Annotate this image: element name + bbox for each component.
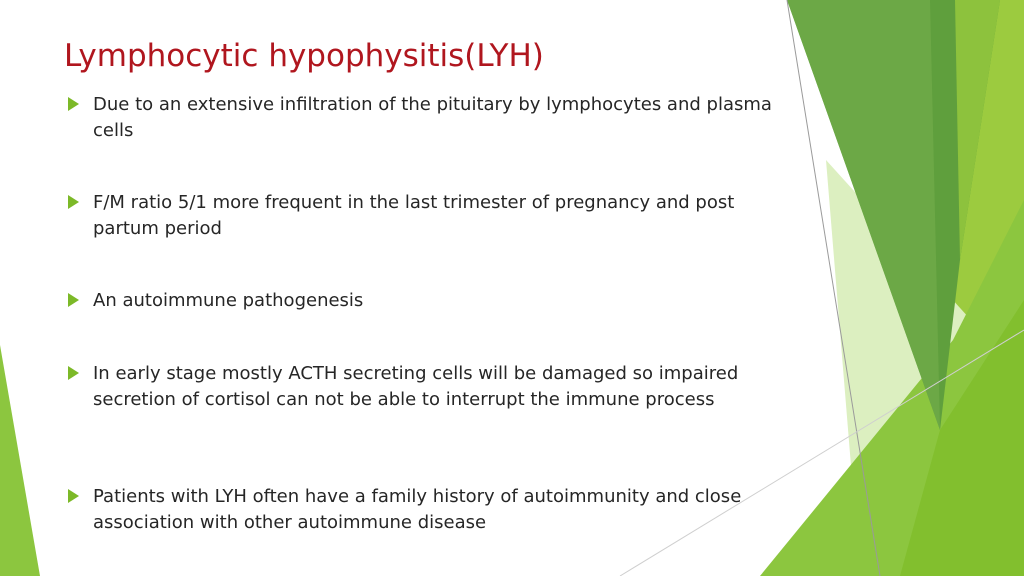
bullet-item <box>64 361 784 412</box>
triangle-right-icon <box>68 489 79 503</box>
bullet-text: An autoimmune pathogenesis <box>93 290 364 311</box>
bullet-text: Patients with LYH often have a family history of autoimmunity and close association with other autoimmune disease <box>93 486 742 533</box>
bullet-text: F/M ratio 5/1 more frequent in the last trimester of pregnancy and post partum period <box>93 192 735 239</box>
bullet-item <box>64 288 784 314</box>
bullet-item <box>64 484 784 535</box>
bullet-item <box>64 92 784 143</box>
bullet-text: In early stage mostly ACTH secreting cells will be damaged so impaired secretion of cortisol can not be able to interrupt the immune process <box>93 363 739 410</box>
triangle-right-icon <box>68 195 79 209</box>
bullet-text: Due to an extensive infiltration of the pituitary by lymphocytes and plasma cells <box>93 94 772 141</box>
triangle-right-icon <box>68 293 79 307</box>
shape-left-triangle <box>0 345 40 576</box>
slide-title: Lymphocytic hypophysitis(LYH) <box>64 38 544 74</box>
triangle-right-icon <box>68 97 79 111</box>
triangle-right-icon <box>68 366 79 380</box>
bullet-item <box>64 190 784 241</box>
